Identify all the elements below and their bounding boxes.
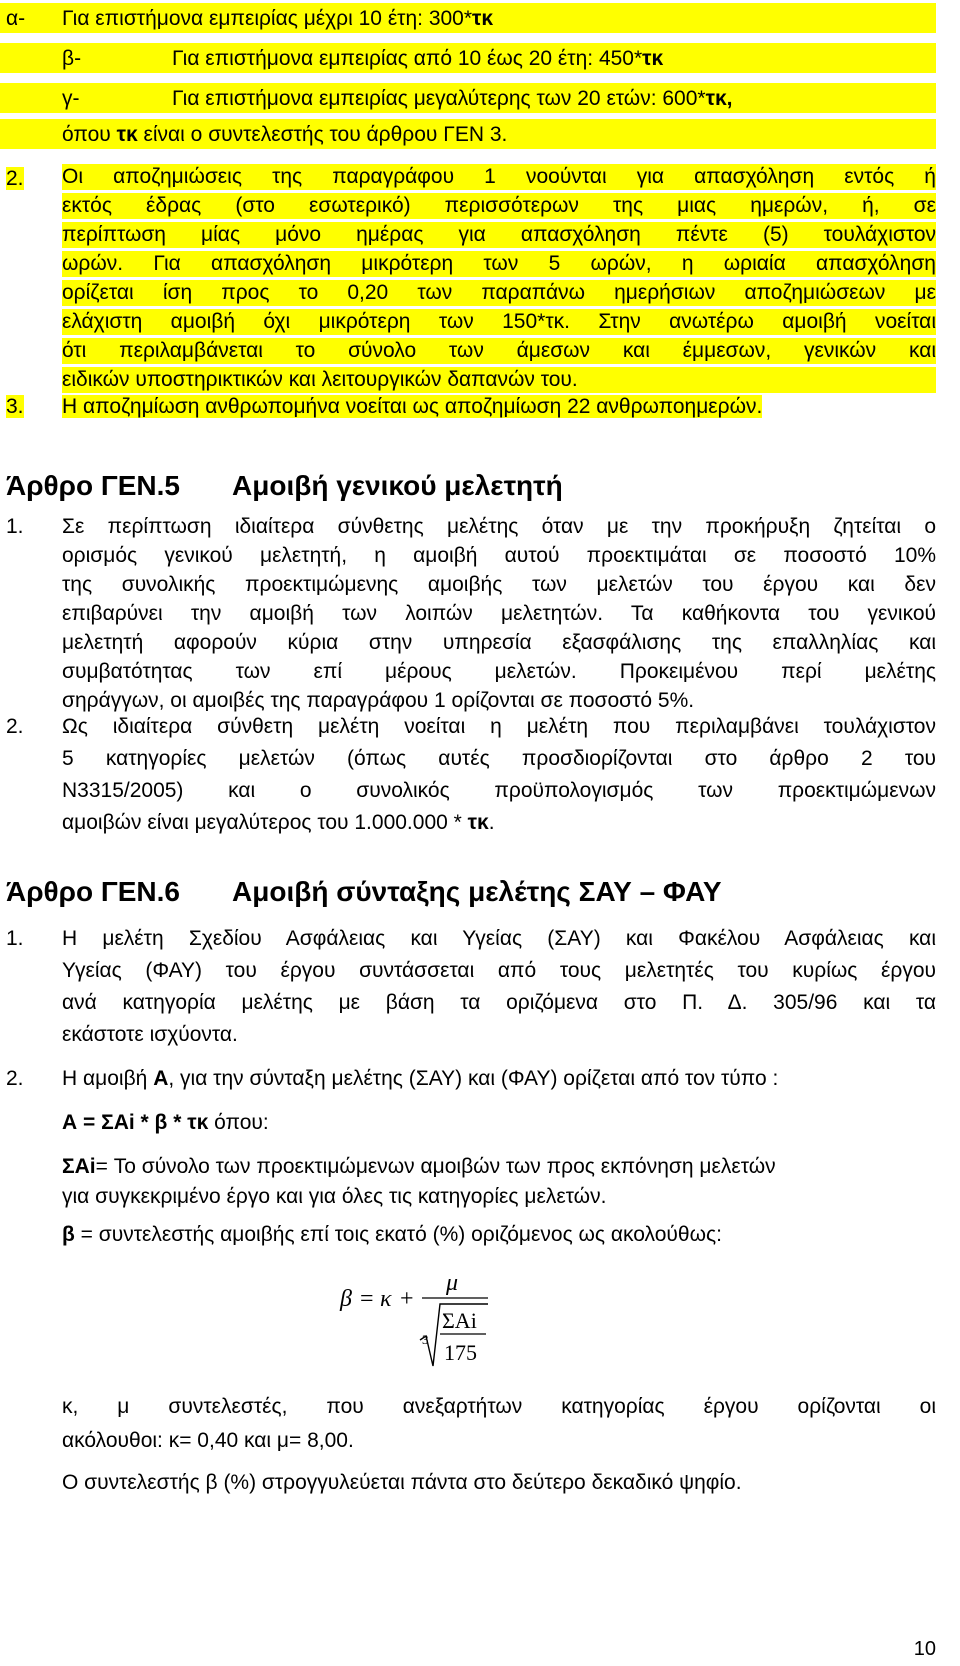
- paragraph-2-lines: [62, 164, 936, 396]
- paragraph-number: [6, 166, 24, 192]
- beta-symbol: β: [340, 1286, 352, 1312]
- list-item-c: [172, 86, 733, 112]
- paragraph-2-line-text: ότι περιλαμβάνεται το σύνολο των άμεσων και έμμεσων, γενικών και: [62, 339, 936, 362]
- list-item-b-text: Για επιστήμονα εμπειρίας από 10 έως 20 έτη: 450*: [172, 47, 643, 70]
- equals-sign: =: [360, 1286, 374, 1312]
- denominator: 175: [444, 1340, 477, 1365]
- article-5-p1-number: 1.: [6, 515, 24, 538]
- article-5-p1-line: [62, 659, 936, 688]
- article-6-p1-line: [62, 990, 936, 1022]
- article-5-p1-line: [62, 688, 936, 717]
- article-5-p1-line: [62, 630, 936, 659]
- list-item-c-text: Για επιστήμονα εμπειρίας μεγαλύτερης των 20 ετών: 600*: [172, 87, 706, 110]
- sai-definition: ΣΑi= Το σύνολο των προεκτιμώμενων αμοιβών των προς εκπόνηση μελετών: [62, 1155, 776, 1178]
- article-5-p1-line-text: Σε περίπτωση ιδιαίτερα σύνθετης μελέτης όταν με την προκήρυξη ζητείται ο: [62, 515, 936, 538]
- kappa-symbol: κ: [380, 1286, 392, 1312]
- article-6-p1-line: [62, 1022, 936, 1054]
- article-6-p2-intro: Η αμοιβή Α, για την σύνταξη μελέτης (ΣΑΥ) και (ΦΑΥ) ορίζεται από τον τύπο :: [62, 1067, 779, 1090]
- fee-formula-line: Α = ΣΑi * β * τκ όπου:: [62, 1111, 269, 1134]
- article-5-p2-line: [62, 778, 936, 810]
- paragraph-2-line: [62, 367, 936, 396]
- paragraph-2-line: [62, 309, 936, 338]
- article-5-paragraph-2: [62, 714, 936, 810]
- article-5-p2-last-line: αμοιβών είναι μεγαλύτερος του 1.000.000 * τκ.: [62, 811, 495, 834]
- article-5-p1-line: [62, 514, 936, 543]
- paragraph-2-line: [62, 193, 936, 222]
- article-5-paragraph-1: [62, 514, 936, 717]
- root-index: 3: [422, 1332, 429, 1347]
- tk-coefficient: τκ,: [705, 87, 733, 110]
- paragraph-2-line: [62, 338, 936, 367]
- tk-coefficient: τκ: [642, 47, 664, 70]
- list-item-b-marker: β-: [62, 47, 82, 70]
- paragraph-2-line-text: Οι αποζημιώσεις της παραγράφου 1 νοούνται για απασχόληση εντός ή: [62, 165, 936, 188]
- article-5-p1-line: [62, 601, 936, 630]
- paragraph-2-line: [62, 164, 936, 193]
- page-number: 10: [913, 1638, 936, 1660]
- article-5-title: Αμοιβή γενικού μελετητή: [232, 470, 563, 501]
- paragraph-2-line-text: ειδικών υποστηρικτικών και λειτουργικών δαπανών του.: [62, 367, 936, 393]
- article-5-p1-line-text: ορισμός γενικού μελετητή, η αμοιβή αυτού προεκτιμάται σε ποσοστό 10%: [62, 544, 936, 567]
- list-item-b: [172, 46, 663, 72]
- tk-coefficient: τκ: [116, 123, 138, 146]
- article-6-title: Αμοιβή σύνταξης μελέτης ΣΑΥ – ΦΑΥ: [232, 876, 722, 907]
- article-5-p2-line: [62, 714, 936, 746]
- article-6-p1-line-text: ανά κατηγορία μελέτης με βάση τα οριζόμενα στο Π. Δ. 305/96 και τα: [62, 991, 936, 1014]
- tk-coefficient: τκ: [467, 811, 489, 834]
- list-item-a-text: Για επιστήμονα εμπειρίας μέχρι 10 έτη: 300*: [62, 7, 473, 30]
- paragraph-2-line-text: ωρών. Για απασχόληση μικρότερη των 5 ωρών, η ωριαία απασχόληση: [62, 252, 936, 275]
- sum-ai: ΣAi: [442, 1308, 477, 1333]
- article-5-p1-line-text: σηράγγων, οι αμοιβές της παραγράφου 1 ορίζονται σε ποσοστό 5%.: [62, 689, 695, 712]
- article-6-p1-line-text: Η μελέτη Σχεδίου Ασφάλειας και Υγείας (ΣΑΥ) και Φακέλου Ασφάλειας και: [62, 927, 936, 950]
- paragraph-2-line-text: ελάχιστη αμοιβή όχι μικρότερη των 150*τκ. Στην ανωτέρω αμοιβή νοείται: [62, 310, 936, 333]
- list-item-c-marker: γ-: [62, 87, 80, 110]
- article-6-paragraph-1: [62, 926, 936, 1054]
- coefficients-line: κ, μ συντελεστές, που ανεξαρτήτων κατηγορίας έργου ορίζονται οι: [62, 1395, 936, 1418]
- list-item-a-marker: α-: [6, 7, 26, 30]
- article-5-p2-number: 2.: [6, 715, 24, 738]
- article-6-p1-number: 1.: [6, 927, 24, 950]
- article-6-p1-line: [62, 926, 936, 958]
- tk-coefficient: τκ: [472, 7, 494, 30]
- fee-formula: Α = ΣΑi * β * τκ: [62, 1111, 209, 1134]
- paragraph-3-text: Η αποζημίωση ανθρωπομήνα νοείται ως αποζημίωση 22 ανθρωποημερών.: [62, 395, 763, 418]
- paragraph-2-line-text: ορίζεται ίση προς το 0,20 των παραπάνω ημερήσιων αποζημιώσεων με: [62, 281, 936, 304]
- plus-sign: +: [400, 1286, 414, 1312]
- list-item-a: [62, 6, 493, 32]
- article-5-p1-line-text: συμβατότητας των επί μέρους μελετών. Προκειμένου περί μελέτης: [62, 660, 936, 683]
- paragraph-2-line: [62, 280, 936, 309]
- article-5-label: Άρθρο ΓΕΝ.5: [6, 470, 180, 501]
- where-text-end: είναι ο συντελεστής του άρθρου ΓΕΝ 3.: [137, 123, 508, 146]
- paragraph-2-line-text: εκτός έδρας (στο εσωτερικό) περισσότερων της μιας ημερών, ή, σε: [62, 194, 936, 217]
- article-5-p1-line: [62, 572, 936, 601]
- article-6-label: Άρθρο ΓΕΝ.6: [6, 876, 180, 907]
- article-5-p2-line-text: Ν3315/2005) και ο συνολικός προϋπολογισμός των προεκτιμώμενων: [62, 779, 936, 802]
- paragraph-2-line: [62, 251, 936, 280]
- beta-formula: [336, 1262, 516, 1372]
- article-6-p2-number: 2.: [6, 1067, 24, 1090]
- article-6-p1-line-text: Υγείας (ΦΑΥ) του έργου συντάσσεται από τους μελετητές του κυρίως έργου: [62, 959, 936, 982]
- where-text: όπου: [62, 123, 117, 146]
- paragraph-3-number: 3.: [6, 395, 24, 418]
- article-5-p2-line-text: Ως ιδιαίτερα σύνθετη μελέτη νοείται η μελέτη που περιλαμβάνει τουλάχιστον: [62, 715, 936, 738]
- beta-definition: β = συντελεστής αμοιβής επί τοις εκατό (%) οριζόμενος ως ακολούθως:: [62, 1223, 722, 1246]
- paragraph-2-line-text: περίπτωση μίας μόνο ημέρας για απασχόληση πέντε (5) τουλάχιστον: [62, 223, 936, 246]
- mu-symbol: μ: [446, 1270, 459, 1296]
- article-5-p1-line: [62, 543, 936, 572]
- sai-definition-cont: για συγκεκριμένο έργο και για όλες τις κατηγορίες μελετών.: [62, 1185, 607, 1208]
- coefficients-values: ακόλουθοι: κ= 0,40 και μ= 8,00.: [62, 1429, 354, 1452]
- article-6-p1-line: [62, 958, 936, 990]
- where-clause: [62, 122, 507, 148]
- article-5-p1-line-text: της συνολικής προεκτιμώμενης αμοιβής των μελετών του έργου και δεν: [62, 573, 936, 596]
- paragraph-2-line: [62, 222, 936, 251]
- paragraph-number-text: 2.: [6, 167, 24, 190]
- article-6-p1-line-text: εκάστοτε ισχύοντα.: [62, 1023, 238, 1046]
- article-5-p1-line-text: επιβαρύνει την αμοιβή των λοιπών μελετητών. Τα καθήκοντα του γενικού: [62, 602, 936, 625]
- article-5-p2-line: [62, 746, 936, 778]
- article-5-p2-line-text: 5 κατηγορίες μελετών (όπως αυτές προσδιορίζονται στο άρθρο 2 του: [62, 747, 936, 770]
- rounding-rule: Ο συντελεστής β (%) στρογγυλεύεται πάντα στο δεύτερο δεκαδικό ψηφίο.: [62, 1471, 742, 1494]
- article-5-p1-line-text: μελετητή αφορούν κύρια στην υπηρεσία εξασφάλισης της επαλληλίας και: [62, 631, 936, 654]
